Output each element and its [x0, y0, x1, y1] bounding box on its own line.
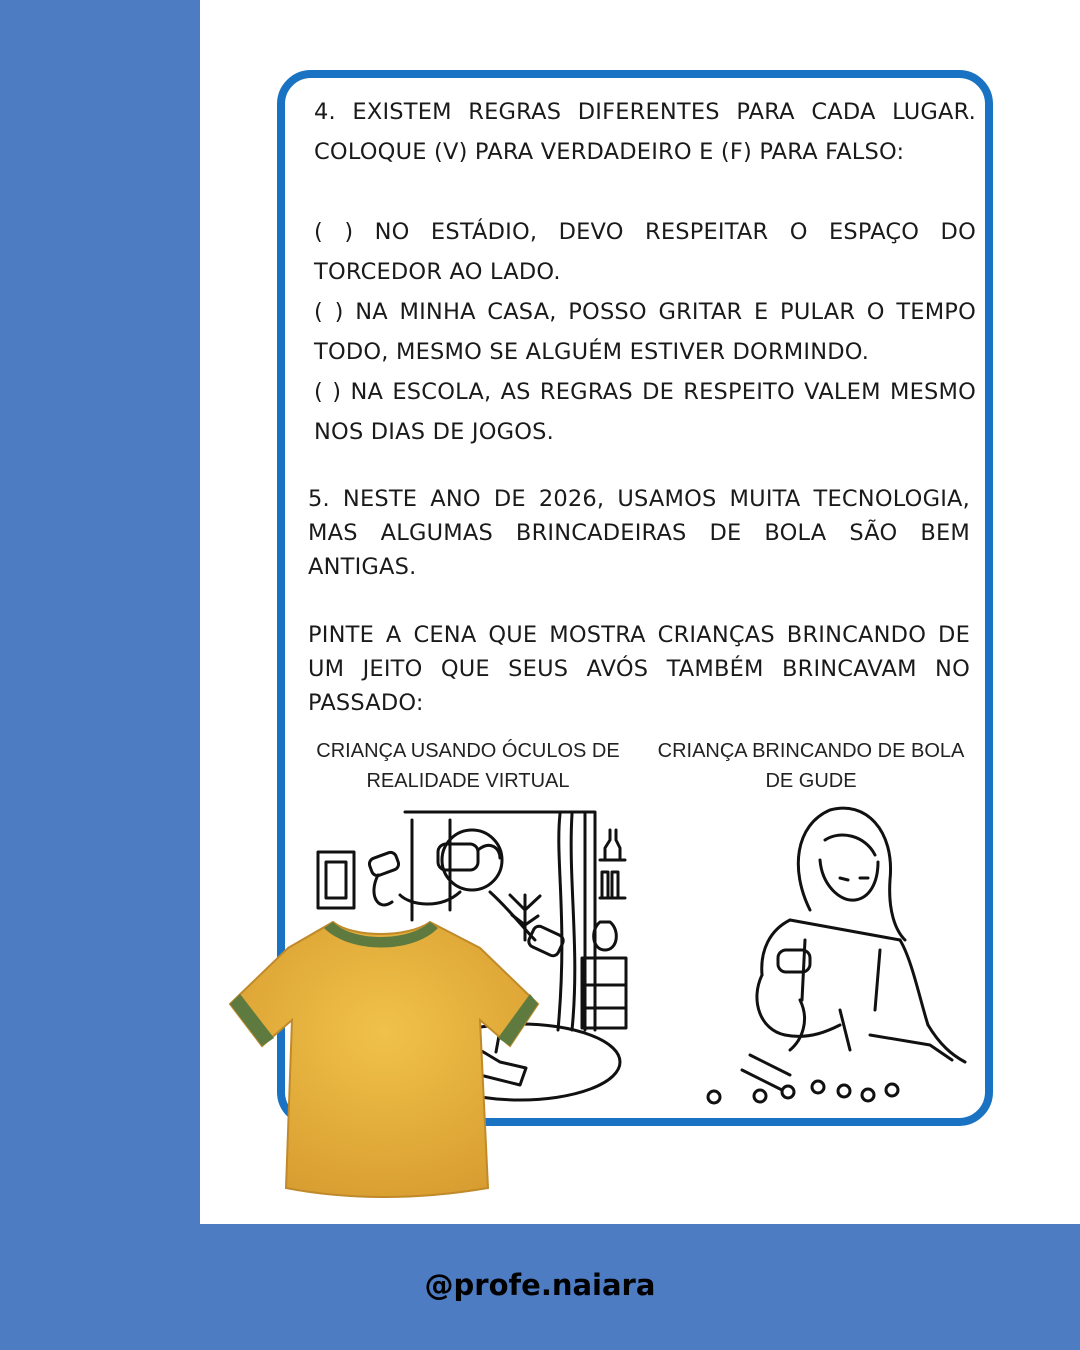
marble	[838, 1085, 850, 1097]
marbles-scene-caption: CRIANÇA BRINCANDO DE BOLA DE GUDE	[657, 740, 965, 792]
marble	[862, 1089, 874, 1101]
question-4	[314, 92, 976, 452]
question-4-item-1: ( ) NO ESTÁDIO, DEVO RESPEITAR O ESPAÇO DO TORCEDOR AO LADO.	[314, 219, 976, 285]
question-5-instruction: PINTE A CENA QUE MOSTRA CRIANÇAS BRINCANDO DE UM JEITO QUE SEUS AVÓS TAMBÉM BRINCAVAM NO PASSADO:	[308, 622, 970, 716]
question-4-heading: 4. EXISTEM REGRAS DIFERENTES PARA CADA LUGAR. COLOQUE (V) PARA VERDADEIRO E (F) PARA FALSO:	[314, 99, 976, 165]
yellow-shirt-image	[218, 908, 548, 1200]
author-handle: @profe.naiara	[424, 1268, 656, 1302]
question-5	[308, 482, 970, 720]
marbles-girl-illustration[interactable]	[690, 800, 980, 1110]
question-4-item-2: ( ) NA MINHA CASA, POSSO GRITAR E PULAR O TEMPO TODO, MESMO SE ALGUÉM ESTIVER DORMINDO.	[314, 299, 976, 365]
marble	[812, 1081, 824, 1093]
marble	[782, 1086, 794, 1098]
question-5-heading: 5. NESTE ANO DE 2026, USAMOS MUITA TECNOLOGIA, MAS ALGUMAS BRINCADEIRAS DE BOLA SÃO BEM ANTIGAS.	[308, 486, 970, 580]
question-4-item-3: ( ) NA ESCOLA, AS REGRAS DE RESPEITO VALEM MESMO NOS DIAS DE JOGOS.	[314, 379, 976, 445]
vr-scene-caption: CRIANÇA USANDO ÓCULOS DE REALIDADE VIRTUAL	[316, 740, 620, 792]
marble	[886, 1084, 898, 1096]
marble	[754, 1090, 766, 1102]
marble	[708, 1091, 720, 1103]
